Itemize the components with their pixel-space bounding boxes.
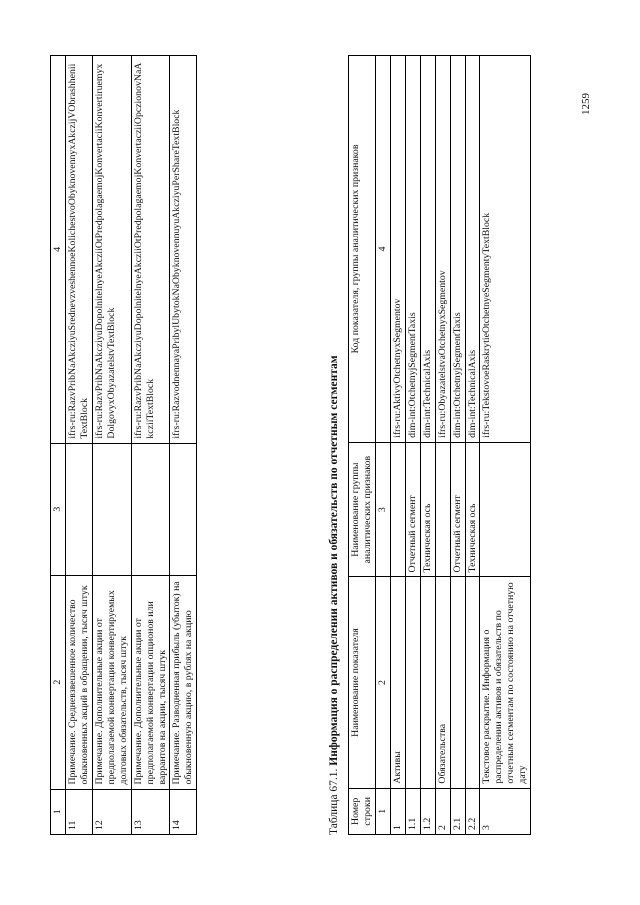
header-num-1: 1 <box>375 788 390 834</box>
group-name <box>480 442 531 577</box>
indicator-name <box>420 577 435 788</box>
caption-prefix: Таблица 67.1. <box>328 768 340 835</box>
table-row <box>420 56 435 835</box>
indicator-code: ifrs-ru:ObyazatelstvaOtchetnyxSegmentov <box>435 56 450 443</box>
group-name: Техническая ось <box>465 442 480 577</box>
indicator-code: ifrs-ru:RazvPribNaAkcziyuSrednevzveshennoeKolichestvoObyknovennyxAkczijVObrashheniiTextBlock <box>65 56 92 444</box>
table-header-numbers <box>51 56 66 835</box>
row-number: 3 <box>480 788 531 834</box>
header-num-3: 3 <box>375 442 390 577</box>
group-name <box>435 442 450 577</box>
table-caption <box>328 355 340 835</box>
group-name <box>170 443 197 575</box>
table-row <box>465 56 480 835</box>
indicator-code: ifrs-ru:RazvPribNaAkcziyuDopolnitelnyeAkcziiOtPredpolagaemojKonvertacziiOpczionovNaAkcziiTextBlock <box>131 56 170 444</box>
caption-title: Информация о распределении активов и обязательств по отчетным сегментам <box>328 355 340 766</box>
group-name <box>92 443 131 575</box>
row-number: 1.2 <box>420 788 435 834</box>
indicator-name: Примечание. Дополнительные акции от предполагаемой конвертации опционов или варрантов на акции, тысяч штук <box>131 575 170 789</box>
table-row <box>65 56 92 835</box>
indicator-name: Примечание. Средневзвешенное количество обыкновенных акций в обращении, тысяч штук <box>65 575 92 789</box>
table-row <box>450 56 465 835</box>
group-name: Отчетный сегмент <box>405 442 420 577</box>
header-num-4: 4 <box>375 56 390 443</box>
indicator-code: ifrs-ru:TekstovoeRaskrytieOtchetnyeSegmentyTextBlock <box>480 56 531 443</box>
row-number: 2.2 <box>465 788 480 834</box>
table-row <box>405 56 420 835</box>
indicator-code: dim-int:OtchetnyjSegmentTaxis <box>405 56 420 443</box>
group-name: Техническая ось <box>420 442 435 577</box>
header-col-3: 3 <box>51 443 66 575</box>
rotated-document-content <box>50 55 640 835</box>
header-code: Код показателя, группы аналитических признаков <box>349 56 376 443</box>
indicator-name: Примечание. Дополнительные акции от предполагаемой конвертации конвертируемых долговых обязательств, тысяч штук <box>92 575 131 789</box>
table-row <box>390 56 405 835</box>
header-col-1: 1 <box>51 789 66 834</box>
row-number: 1 <box>390 788 405 834</box>
table-row <box>435 56 450 835</box>
indicator-name: Обязательства <box>435 577 450 788</box>
header-col-4: 4 <box>51 56 66 444</box>
page-number: 1259 <box>580 93 592 115</box>
group-name <box>65 443 92 575</box>
indicator-name: Примечание. Разводненная прибыль (убыток) на обыкновенную акцию, в рублях на акцию <box>170 575 197 789</box>
indicator-code: ifrs-ru:RazvodnennayaPribylUbytokNaObyknovennuyuAkcziyuPerShareTextBlock <box>170 56 197 444</box>
group-name <box>131 443 170 575</box>
indicator-code: ifrs-ru:RazvPribNaAkcziyuDopolnitelnyeAkcziiOtPredpolagaemojKonvertaciiKonvertiruemyxDolgovyxObyazatelstvTextBlock <box>92 56 131 444</box>
row-number: 12 <box>92 789 131 834</box>
indicator-name <box>465 577 480 788</box>
header-row-number: Номер строки <box>349 788 376 834</box>
table-row <box>92 56 131 835</box>
table-row <box>131 56 170 835</box>
indicator-code: dim-int:TechnicalAxis <box>465 56 480 443</box>
table-row <box>480 56 531 835</box>
indicator-code: dim-int:OtchetnyjSegmentTaxis <box>450 56 465 443</box>
segments-table <box>348 55 531 835</box>
indicator-code: dim-int:TechnicalAxis <box>420 56 435 443</box>
group-name <box>390 442 405 577</box>
header-col-2: 2 <box>51 575 66 789</box>
row-number: 13 <box>131 789 170 834</box>
table-header <box>349 56 376 835</box>
table-continuation <box>50 55 197 835</box>
header-indicator-name: Наименование показателя <box>349 577 376 788</box>
row-number: 2 <box>435 788 450 834</box>
group-name: Отчетный сегмент <box>450 442 465 577</box>
row-number: 2.1 <box>450 788 465 834</box>
table-row <box>170 56 197 835</box>
indicator-name: Текстовое раскрытие. Информация о распределении активов и обязательств по отчетным сегментам по состоянию на отчетную дату <box>480 577 531 788</box>
header-group-name: Наименование группы аналитических признаков <box>349 442 376 577</box>
header-num-2: 2 <box>375 577 390 788</box>
indicator-name <box>450 577 465 788</box>
row-number: 1.1 <box>405 788 420 834</box>
indicator-code: ifrs-ru:AktivyOtchetnyxSegmentov <box>390 56 405 443</box>
indicator-name <box>405 577 420 788</box>
table-header-numbers <box>375 56 390 835</box>
row-number: 11 <box>65 789 92 834</box>
row-number: 14 <box>170 789 197 834</box>
indicator-name: Активы <box>390 577 405 788</box>
